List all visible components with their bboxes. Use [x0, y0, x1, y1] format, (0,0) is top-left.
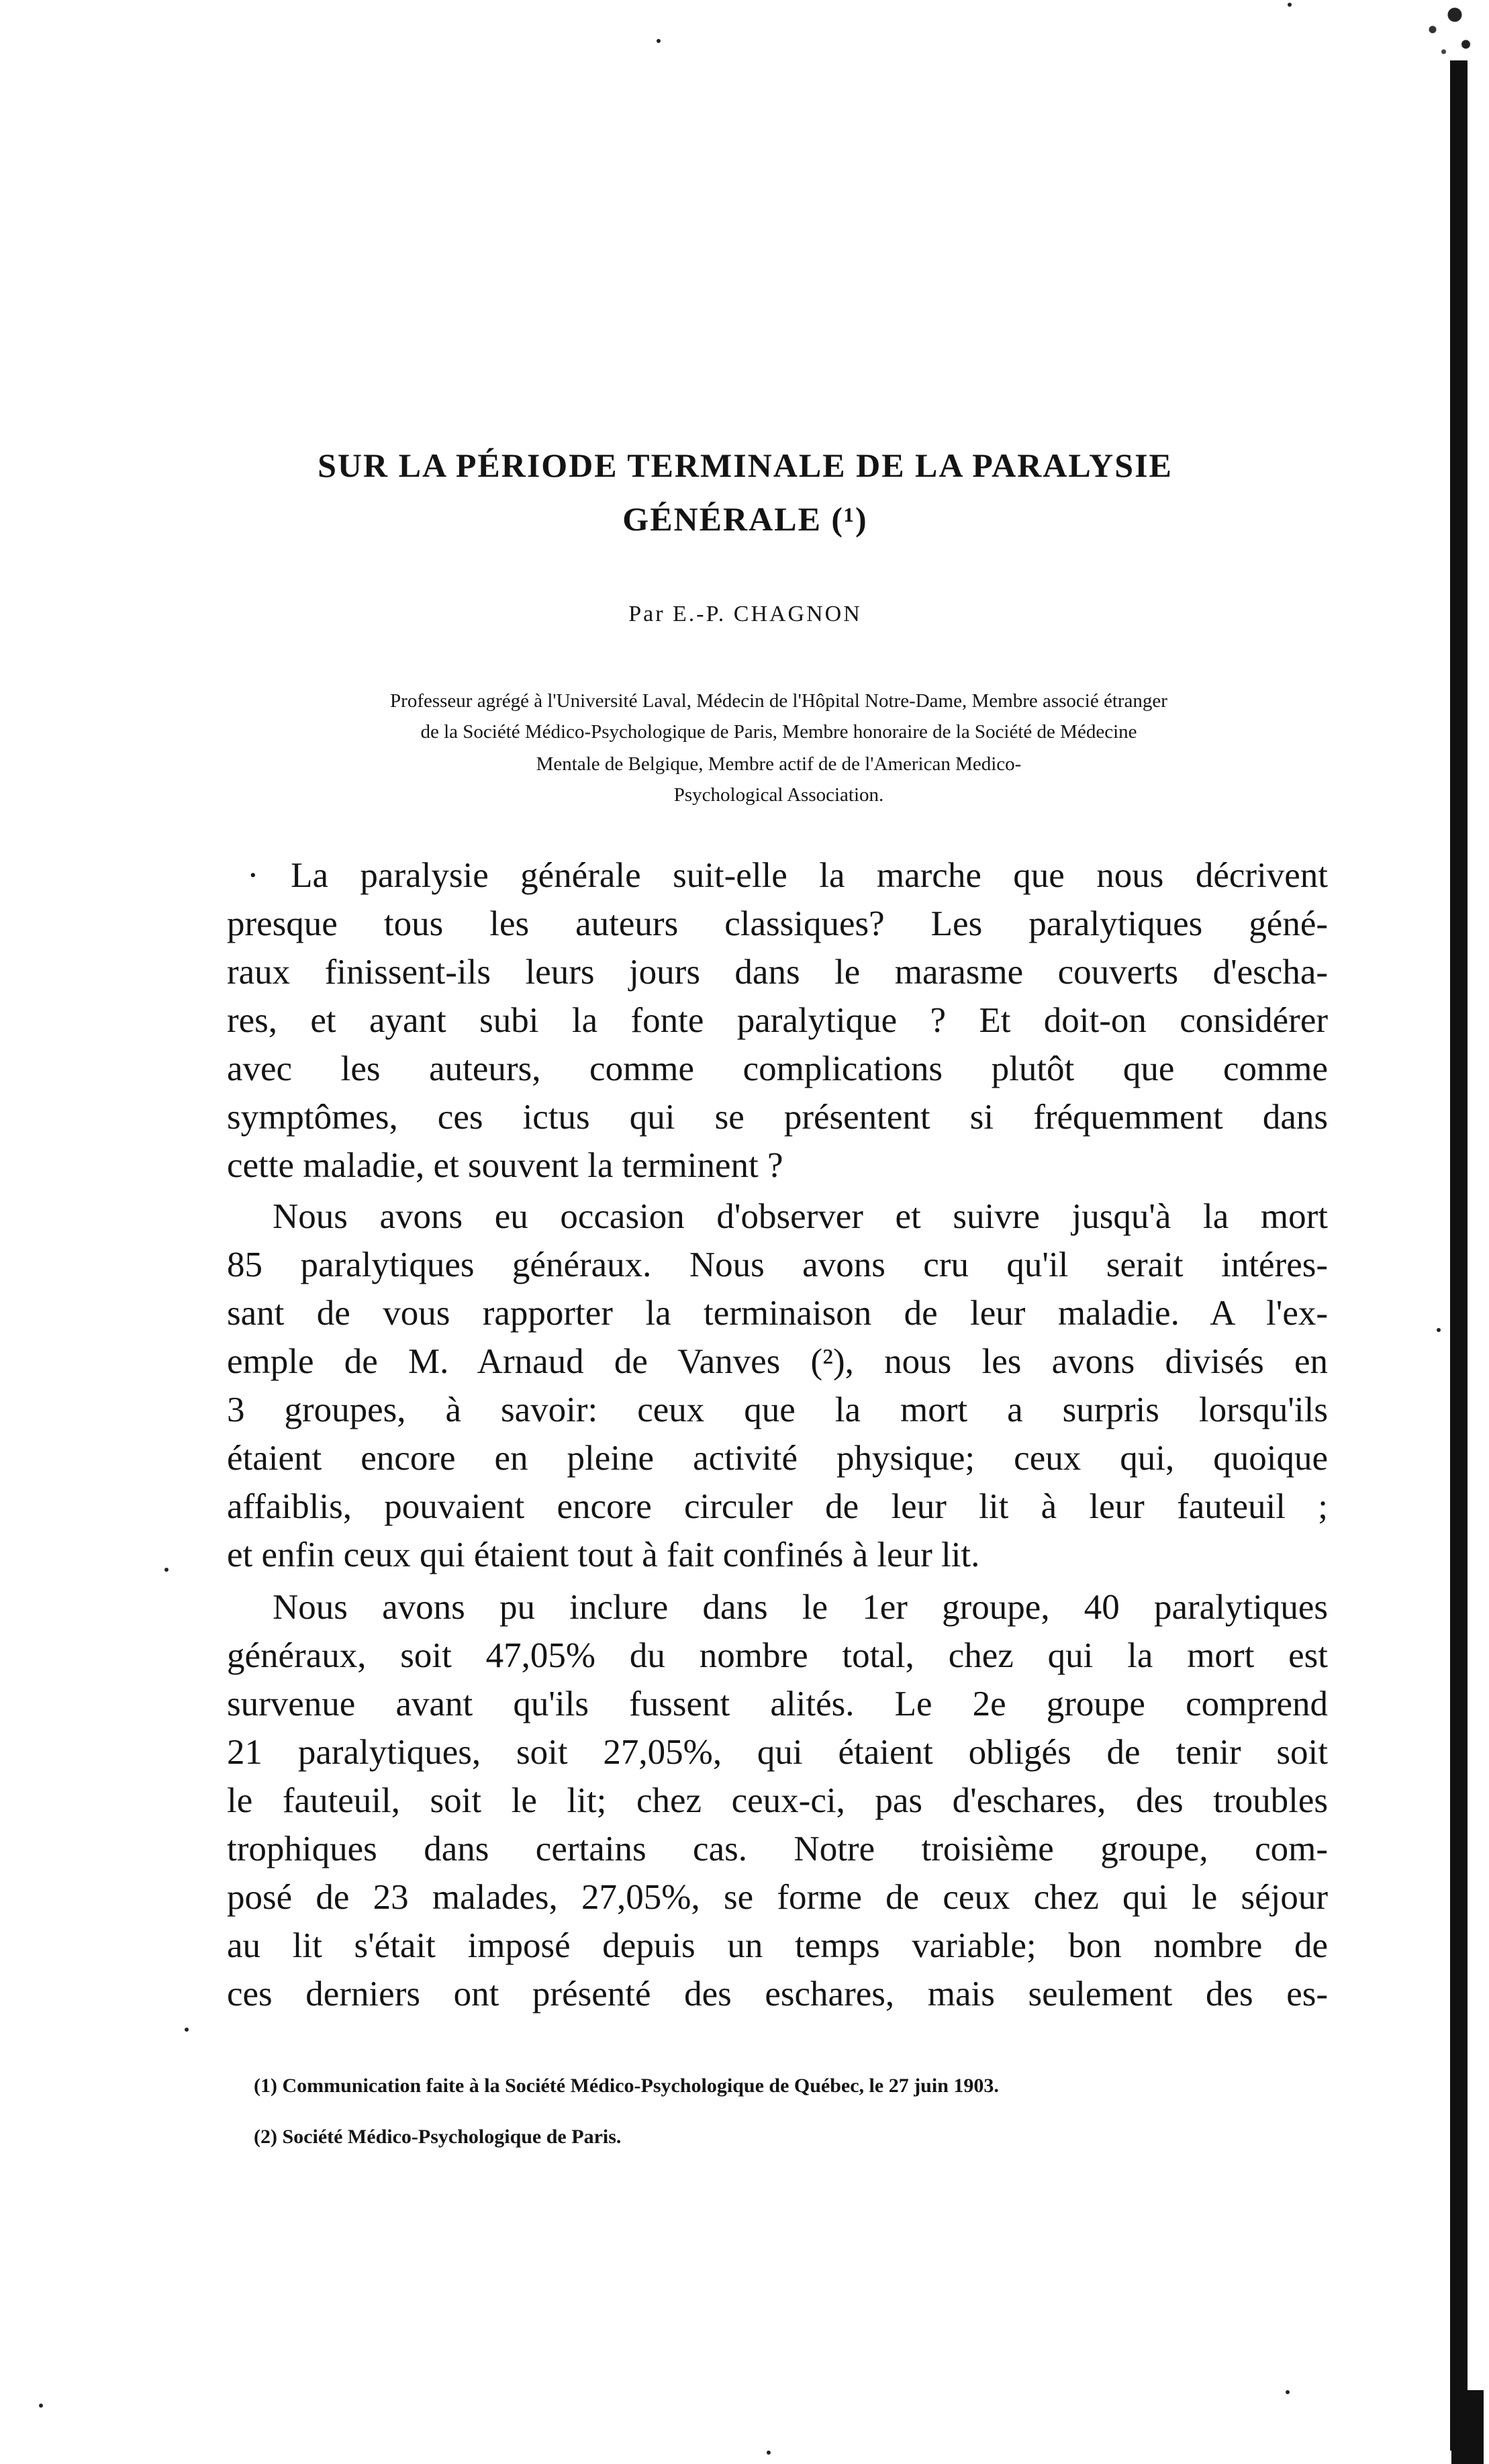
body-line: étaient encore en pleine activité physique; ceux qui, quoique — [227, 1439, 1328, 1478]
body-line: presque tous les auteurs classiques? Les paralytiques géné- — [227, 904, 1328, 943]
body-line: affaiblis, pouvaient encore circuler de leur lit à leur fauteuil ; — [227, 1487, 1328, 1526]
body-line: raux finissent-ils leurs jours dans le marasme couverts d'escha- — [227, 953, 1328, 992]
body-line: ces derniers ont présenté des eschares, mais seulement des es- — [227, 1975, 1328, 2013]
body-line: avec les auteurs, comme complications plutôt que comme — [227, 1049, 1328, 1088]
author-affiliation-line: Professeur agrégé à l'Université Laval, Médecin de l'Hôpital Notre-Dame, Membre associé étranger — [390, 690, 1167, 712]
body-line: et enfin ceux qui étaient tout à fait confinés à leur lit. — [227, 1535, 980, 1574]
body-line: le fauteuil, soit le lit; chez ceux-ci, pas d'eschares, des troubles — [227, 1781, 1328, 1820]
scan-speck — [1288, 3, 1292, 7]
author-affiliation-line: de la Société Médico-Psychologique de Paris, Membre honoraire de la Société de Médecine — [420, 721, 1137, 743]
scan-speck — [767, 2451, 771, 2455]
body-line: 85 paralytiques généraux. Nous avons cru qu'il serait intéres- — [227, 1245, 1328, 1284]
scan-speck — [185, 2028, 189, 2032]
footnote-2: (2) Société Médico-Psychologique de Paris. — [254, 2126, 622, 2148]
author-affiliation-line: Psychological Association. — [673, 784, 884, 806]
body-line: posé de 23 malades, 27,05%, se forme de ceux chez qui le séjour — [227, 1878, 1328, 1917]
body-line: sant de vous rapporter la terminaison de leur maladie. A l'ex- — [227, 1294, 1328, 1333]
scan-speck — [39, 2404, 43, 2408]
scan-speck — [1286, 2390, 1290, 2394]
body-line: Nous avons pu inclure dans le 1er groupe, 40 paralytiques — [273, 1588, 1328, 1627]
author-affiliation-line: Mentale de Belgique, Membre actif de de l'American Medico- — [536, 753, 1022, 775]
scan-speck — [164, 1568, 169, 1572]
body-line: emple de M. Arnaud de Vanves (²), nous les avons divisés en — [227, 1342, 1328, 1381]
body-line: au lit s'était imposé depuis un temps variable; bon nombre de — [227, 1926, 1328, 1965]
article-author: Par E.-P. CHAGNON — [628, 602, 862, 626]
body-line: · La paralysie générale suit-elle la marche que nous décrivent — [247, 856, 1328, 895]
body-line: Nous avons eu occasion d'observer et suivre jusqu'à la mort — [273, 1197, 1328, 1236]
body-line: trophiques dans certains cas. Notre troisième groupe, com- — [227, 1830, 1328, 1868]
body-line: cette maladie, et souvent la terminent ? — [227, 1146, 783, 1185]
body-line: res, et ayant subi la fonte paralytique ? Et doit-on considérer — [227, 1001, 1328, 1040]
scan-speck — [1437, 1328, 1441, 1332]
footnote-1: (1) Communication faite à la Société Médico-Psychologique de Québec, le 27 juin 1903. — [254, 2075, 999, 2097]
article-title-line-2: GÉNÉRALE (¹) — [622, 500, 868, 538]
body-line: 21 paralytiques, soit 27,05%, qui étaient obligés de tenir soit — [227, 1733, 1328, 1772]
scan-edge-shadow-bottom — [1443, 2390, 1484, 2464]
scan-speck — [657, 39, 661, 43]
body-line: survenue avant qu'ils fussent alités. Le 2e groupe comprend — [227, 1685, 1328, 1723]
article-title-line-1: SUR LA PÉRIODE TERMINALE DE LA PARALYSIE — [318, 446, 1173, 484]
body-line: symptômes, ces ictus qui se présentent si fréquemment dans — [227, 1098, 1328, 1137]
body-line: 3 groupes, à savoir: ceux que la mort a surpris lorsqu'ils — [227, 1390, 1328, 1429]
body-line: généraux, soit 47,05% du nombre total, chez qui la mort est — [227, 1636, 1328, 1675]
scan-edge-shadow — [1450, 60, 1468, 2451]
